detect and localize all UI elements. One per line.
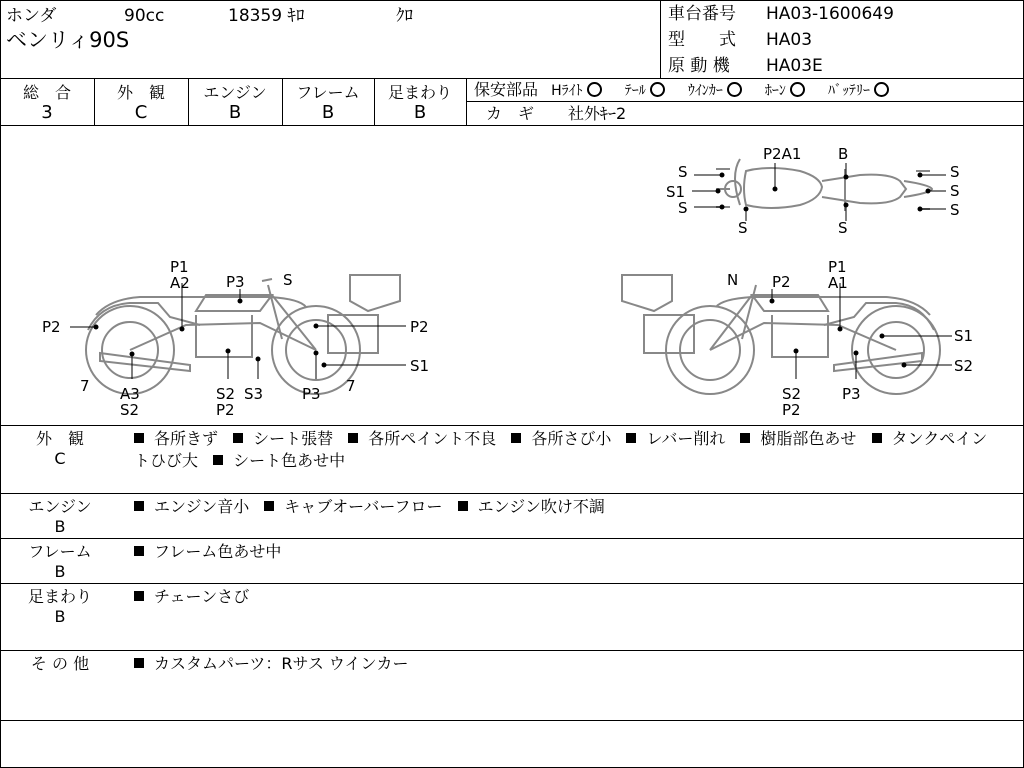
safety-parts <box>474 80 889 101</box>
damage-code-label: 7 <box>80 377 90 395</box>
damage-code-label: S2 <box>782 385 802 403</box>
damage-code-label: N <box>727 271 739 289</box>
section-engine-items <box>134 496 994 518</box>
section-other <box>0 651 1024 719</box>
damage-code-label: S <box>678 163 688 181</box>
bullet-square-icon <box>264 501 274 511</box>
right-side-view-outline <box>622 275 940 394</box>
grade-frame <box>282 78 374 125</box>
remark-text: キャブオーバーフロー <box>284 497 443 516</box>
section-engine <box>0 494 1024 538</box>
damage-code-label: S1 <box>954 327 974 345</box>
remark-text: 各所きず <box>154 429 219 448</box>
damage-code-label: S <box>283 271 293 289</box>
horn-label: ﾎｰﾝ <box>764 83 786 99</box>
grade-suspension-label: 足まわり <box>387 83 452 102</box>
safety-label: 保安部品 <box>474 80 539 99</box>
grade-suspension-value: B <box>413 102 427 123</box>
bullet-square-icon <box>134 433 144 443</box>
damage-code-label: S <box>678 199 688 217</box>
grade-overall <box>0 78 94 125</box>
motorcycle-diagram <box>0 125 1024 425</box>
ok-circle-icon <box>727 82 742 97</box>
grade-engine-value: B <box>228 102 242 123</box>
damage-code-label: S2 <box>954 357 974 375</box>
remark-item <box>264 497 442 516</box>
remark-item <box>134 542 281 561</box>
winker-label: ｳｲﾝｶｰ <box>687 83 723 99</box>
damage-code-label: A2 <box>170 274 190 292</box>
battery-label: ﾊﾞｯﾃﾘｰ <box>828 83 871 99</box>
taillight-label: ﾃｰﾙ <box>624 83 646 99</box>
frame-no: HA03-1600649 <box>766 4 894 24</box>
safety-item-winker <box>688 83 742 99</box>
top-view-outline <box>716 159 932 315</box>
damage-code-label: A1 <box>828 274 848 292</box>
damage-code-label: A3 <box>120 385 140 403</box>
leader-lines <box>70 163 952 379</box>
damage-points <box>94 173 931 368</box>
ok-circle-icon <box>790 82 805 97</box>
remark-item <box>134 587 249 606</box>
damage-code-label: S <box>950 163 960 181</box>
damage-code-label: S <box>838 219 848 237</box>
header-divider <box>660 0 661 78</box>
bullet-square-icon <box>740 433 750 443</box>
bullet-square-icon <box>134 501 144 511</box>
section-frame-grade: B <box>54 562 66 581</box>
section-suspension <box>0 584 1024 650</box>
key-value: 社外ｷｰ2 <box>568 104 627 123</box>
grade-suspension <box>374 78 466 125</box>
type-label: 型 式 <box>668 30 736 50</box>
damage-code-label: S3 <box>244 385 264 403</box>
grade-engine-label: エンジン <box>203 83 267 102</box>
section-suspension-items <box>134 586 994 608</box>
damage-code-label: P1 <box>828 258 847 276</box>
bullet-square-icon <box>134 591 144 601</box>
remark-text: カスタムパーツ：Rサス ウインカー <box>154 654 409 673</box>
remark-item <box>348 429 496 448</box>
grade-overall-label: 総 合 <box>22 83 71 102</box>
safety-item-taillight <box>625 83 665 99</box>
section-exterior-items <box>134 428 994 472</box>
bullet-square-icon <box>134 546 144 556</box>
bullet-square-icon <box>872 433 882 443</box>
section-engine-grade: B <box>54 517 66 536</box>
safety-item-battery <box>828 83 889 99</box>
remark-item <box>134 429 218 448</box>
remark-item <box>134 497 249 516</box>
bullet-square-icon <box>213 455 223 465</box>
remark-text: 樹脂部色あせ <box>760 429 857 448</box>
safety-item-horn <box>765 83 805 99</box>
frame-no-label: 車台番号 <box>668 4 736 24</box>
damage-code-label: S2 <box>216 385 236 403</box>
section-engine-label: エンジン <box>28 497 92 516</box>
maker: ホンダ <box>6 6 57 26</box>
damage-code-label: P2 <box>216 401 235 419</box>
damage-code-label: S1 <box>666 183 686 201</box>
damage-code-label: P1 <box>170 258 189 276</box>
headlight-label: Hﾗｲﾄ <box>551 83 583 99</box>
grade-engine <box>188 78 282 125</box>
key-label: カ ギ <box>486 104 535 123</box>
damage-code-label: P3 <box>302 385 321 403</box>
bullet-square-icon <box>348 433 358 443</box>
ok-circle-icon <box>650 82 665 97</box>
remark-text: チェーンさび <box>154 587 250 606</box>
remark-text: エンジン吹け不調 <box>477 497 605 516</box>
remark-item <box>134 654 408 673</box>
section-other-items <box>134 653 994 675</box>
section-frame <box>0 539 1024 583</box>
damage-code-label: S1 <box>410 357 430 375</box>
damage-code-label: B <box>838 145 849 163</box>
remark-item <box>626 429 725 448</box>
damage-code-label: S <box>950 201 960 219</box>
bullet-square-icon <box>458 501 468 511</box>
ok-circle-icon <box>587 82 602 97</box>
bullet-square-icon <box>233 433 243 443</box>
engine-value: HA03E <box>766 56 823 76</box>
bullet-square-icon <box>511 433 521 443</box>
grade-exterior <box>94 78 188 125</box>
section-divider <box>0 720 1024 721</box>
mileage: 18359 ｷﾛ <box>228 6 305 26</box>
remark-item <box>233 429 333 448</box>
section-exterior-grade: C <box>54 449 66 468</box>
section-other-label: そ の 他 <box>30 654 90 673</box>
damage-code-label: P2 <box>782 401 801 419</box>
damage-code-label: P2 <box>410 318 429 336</box>
remark-item <box>458 497 605 516</box>
safety-item-headlight <box>551 83 602 99</box>
type-value: HA03 <box>766 30 813 50</box>
section-exterior-label: 外 観 <box>35 429 84 448</box>
damage-code-label: P2 <box>42 318 61 336</box>
bullet-square-icon <box>626 433 636 443</box>
damage-code-label: 7 <box>346 377 356 395</box>
section-exterior <box>0 426 1024 492</box>
section-suspension-grade: B <box>54 607 66 626</box>
grade-frame-label: フレーム <box>296 83 360 102</box>
grade-frame-value: B <box>321 102 335 123</box>
ok-circle-icon <box>874 82 889 97</box>
displacement: 90cc <box>124 6 165 26</box>
section-frame-items <box>134 541 994 563</box>
remark-text: レバー削れ <box>646 429 726 448</box>
remark-text: シート色あせ中 <box>233 451 346 470</box>
damage-code-label: S <box>738 219 748 237</box>
bullet-square-icon <box>134 658 144 668</box>
remark-text: フレーム色あせ中 <box>154 542 282 561</box>
remark-item <box>511 429 611 448</box>
section-frame-label: フレーム <box>28 542 92 561</box>
grade-exterior-label: 外 観 <box>116 83 165 102</box>
remark-item <box>213 451 345 470</box>
remark-item <box>740 429 856 448</box>
damage-code-label: S2 <box>120 401 140 419</box>
damage-code-label: S <box>950 182 960 200</box>
remark-text: エンジン音小 <box>154 497 250 516</box>
remark-text: シート張替 <box>253 429 334 448</box>
remark-text: タンクペイントひび大 <box>134 429 988 470</box>
safety-key-divider <box>466 101 1024 102</box>
color: ｸﾛ <box>396 6 413 26</box>
engine-label: 原 動 機 <box>668 56 730 76</box>
damage-code-label: P3 <box>842 385 861 403</box>
grade-exterior-value: C <box>134 102 148 123</box>
remark-text: 各所ペイント不良 <box>368 429 497 448</box>
model-name: ベンリィ90S <box>6 28 130 52</box>
remark-text: 各所さび小 <box>531 429 612 448</box>
grade-overall-value: 3 <box>41 102 53 123</box>
damage-code-label: P3 <box>226 273 245 291</box>
damage-code-label: P2 <box>772 273 791 291</box>
section-suspension-label: 足まわり <box>27 587 92 606</box>
damage-code-label: P2A1 <box>763 145 802 163</box>
